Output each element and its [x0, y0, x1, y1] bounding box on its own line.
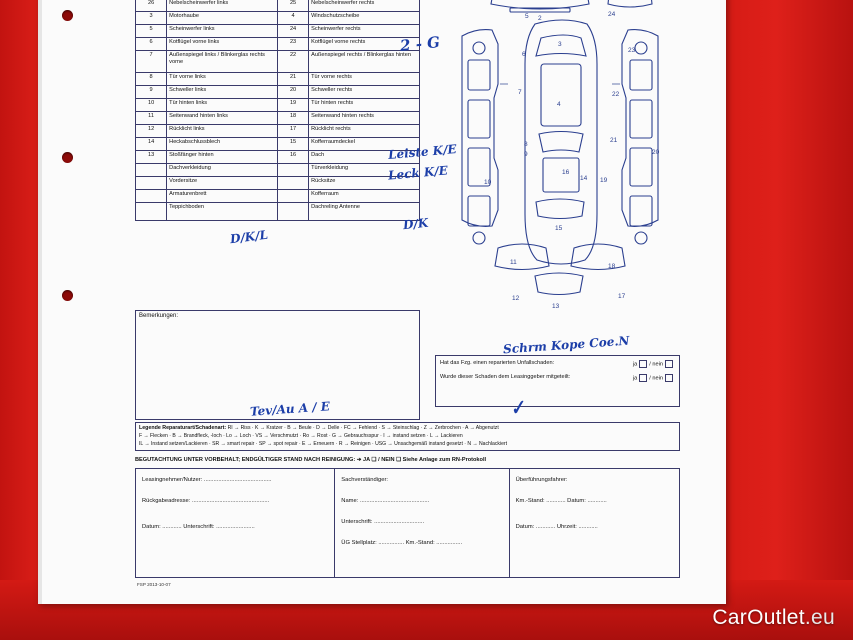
- handwriting-dk-right: D/K: [402, 215, 429, 233]
- signature-section: [135, 468, 680, 578]
- form-footnote: FSP 2013-10-07: [137, 582, 171, 587]
- code-num: [277, 164, 308, 177]
- questions-box: [435, 355, 680, 407]
- code-num: 5: [136, 25, 167, 38]
- table-row: [136, 125, 420, 138]
- legend-line-2: F → Flecken · B → Brandfleck, -loch · Lo → Loch · VS → Verschmutzt · Ro → Rost · G → Gebrauchsspur · I → instand setzen · L → Lackieren: [139, 432, 463, 439]
- diagram-number: 23: [628, 47, 636, 54]
- question-row-lessor-informed: [440, 374, 675, 382]
- code-label: Tür vorne links: [167, 73, 278, 86]
- code-num: 26: [136, 0, 167, 12]
- handwriting-dk-left: D/K/L: [229, 227, 269, 247]
- code-label: Teppichboden: [167, 203, 278, 221]
- diagram-number: 22: [612, 91, 620, 98]
- diagram-number: 19: [600, 177, 608, 184]
- field-unterschrift-expert[interactable]: Unterschrift: ...............................: [341, 519, 425, 525]
- code-num: [136, 203, 167, 221]
- legend-line-3: IL → Instand setzen/Lackieren · SR → smart repair · SP → spot repair · E → Erneuern · R → Reinigen · USG → Unsachgemäß instand gesetzt · N → Nachlackiert: [139, 440, 508, 447]
- remarks-label: Bemerkungen:: [139, 313, 179, 319]
- question-lessor-informed-label: Wurde dieser Schaden dem Leasinggeber mitgeteilt:: [440, 374, 571, 380]
- vehicle-damage-diagram: [440, 0, 680, 310]
- table-row: [136, 38, 420, 51]
- field-ug-stellplatz[interactable]: ÜG Stellplatz: ................ Km.-Stand: ................: [341, 540, 463, 546]
- code-label: Rücklicht links: [167, 125, 278, 138]
- paper-edge: [38, 0, 42, 604]
- question-row-repaired-damage: [440, 360, 675, 368]
- checkbox-ja[interactable]: [639, 360, 647, 368]
- code-num: [277, 203, 308, 221]
- code-num: 22: [277, 51, 308, 73]
- diagram-number: 17: [618, 293, 626, 300]
- code-num: 12: [136, 125, 167, 138]
- diagram-number: 8: [524, 141, 528, 148]
- question-lessor-informed-options[interactable]: [633, 374, 675, 382]
- table-row: [136, 138, 420, 151]
- diagram-number: 7: [518, 89, 522, 96]
- code-label: Kofferraum: [309, 190, 420, 203]
- code-label: Dach: [309, 151, 420, 164]
- table-row: [136, 99, 420, 112]
- table-row: [136, 0, 420, 12]
- diagram-number: 18: [608, 263, 616, 270]
- signature-column-lessee: [136, 469, 335, 577]
- legend-line-1: RI → Riss · K → Kratzer · B → Beule · D → Delle · FC → Fehlend · S → Steinschlag · Z → Zerbrochen · A → Abgenutzt: [227, 425, 499, 431]
- code-label: Motorhaube: [167, 12, 278, 25]
- car-outline-svg: [440, 0, 680, 311]
- vehicle-return-protocol-document: [95, 0, 680, 600]
- code-num: 11: [136, 112, 167, 125]
- diagram-number: 12: [512, 295, 520, 302]
- code-num: 25: [277, 0, 308, 12]
- punch-hole: [62, 152, 73, 163]
- code-label: Tür hinten links: [167, 99, 278, 112]
- damage-code-table: [135, 0, 420, 221]
- diagram-number: 16: [562, 169, 570, 176]
- diagram-number: 3: [558, 41, 562, 48]
- field-name-expert[interactable]: Name: ...........................................: [341, 498, 430, 504]
- code-label: Türverkleidung: [309, 164, 420, 177]
- table-row: [136, 86, 420, 99]
- option-ja: ja: [632, 361, 638, 368]
- punch-hole: [62, 290, 73, 301]
- code-label: Tür hinten rechts: [309, 99, 420, 112]
- code-label: Kotflügel vorne rechts: [309, 38, 420, 51]
- code-label: Scheinwerfer rechts: [309, 25, 420, 38]
- code-num: 19: [277, 99, 308, 112]
- code-label: Kotflügel vorne links: [167, 38, 278, 51]
- option-nein: nein: [652, 375, 663, 382]
- code-label: Seitenwand hinten rechts: [309, 112, 420, 125]
- option-separator: /: [649, 361, 651, 368]
- code-label: Armaturenbrett: [167, 190, 278, 203]
- legend-title: Legende Reparaturart/Schadenart:: [139, 425, 227, 431]
- table-row: [136, 151, 420, 164]
- code-num: 7: [136, 51, 167, 73]
- table-row: [136, 112, 420, 125]
- field-rueckgabeadresse[interactable]: Rückgabeadresse: ................................................: [142, 498, 270, 504]
- binder-background-right: [713, 0, 853, 640]
- handwriting-check-mark: ✓: [507, 396, 528, 421]
- code-label: Vordersitze: [167, 177, 278, 190]
- code-num: 24: [277, 25, 308, 38]
- field-datum-uhrzeit[interactable]: Datum: ............ Uhrzeit: ............: [515, 524, 598, 530]
- label-ueberfuehrungsfahrer: Überführungsfahrer:: [515, 477, 568, 483]
- remarks-box[interactable]: [135, 310, 420, 420]
- table-row: [136, 51, 420, 73]
- diagram-number: 2: [538, 15, 542, 22]
- table-row: [136, 73, 420, 86]
- code-label: Seitenwand hinten links: [167, 112, 278, 125]
- field-leasingnehmer[interactable]: Leasingnehmer/Nutzer: ..........................................: [142, 477, 272, 483]
- code-label: Scheinwerfer links: [167, 25, 278, 38]
- watermark: [712, 606, 835, 630]
- table-row: [136, 203, 420, 221]
- code-num: [136, 164, 167, 177]
- table-row: [136, 164, 420, 177]
- code-num: 8: [136, 73, 167, 86]
- diagram-number: 14: [580, 175, 588, 182]
- code-num: 9: [136, 86, 167, 99]
- diagram-number: 21: [610, 137, 618, 144]
- option-ja: ja: [632, 375, 638, 382]
- diagram-number: 6: [522, 51, 526, 58]
- question-repaired-damage-options[interactable]: [633, 360, 675, 368]
- checkbox-nein[interactable]: [665, 374, 673, 382]
- diagram-number: 24: [608, 11, 616, 18]
- code-num: 10: [136, 99, 167, 112]
- code-label: Windschutzscheibe: [309, 12, 420, 25]
- diagram-number: 15: [555, 225, 563, 232]
- checkbox-nein[interactable]: [665, 360, 673, 368]
- signature-column-expert: [335, 469, 509, 577]
- code-label: Nebelscheinwerfer rechts: [309, 0, 420, 12]
- code-label: Rücklicht rechts: [309, 125, 420, 138]
- code-num: 23: [277, 38, 308, 51]
- handwriting-mid-2: Leck K/E: [387, 163, 449, 183]
- handwriting-remark-lower: Tev/Au A / E: [249, 399, 331, 419]
- code-label: Schweller links: [167, 86, 278, 99]
- code-num: [136, 177, 167, 190]
- table-row: [136, 177, 420, 190]
- signature-column-transfer-driver: [510, 469, 679, 577]
- code-num: [136, 190, 167, 203]
- field-km-stand-datum[interactable]: Km.-Stand: ............ Datum: ............: [515, 498, 607, 504]
- handwriting-remark-center: Schrm Kope Coe.N: [502, 333, 630, 357]
- watermark-tld: .eu: [804, 606, 835, 629]
- label-sachverstaendiger: Sachverständiger:: [341, 477, 388, 483]
- begutachtung-notice: BEGUTACHTUNG UNTER VORBEHALT; ENDGÜLTIGER STAND NACH REINIGUNG: ➔ JA ❑ / NEIN ❑ Siehe Anlage zum RN-Protokoll: [135, 457, 487, 463]
- code-label: Kofferraumdeckel: [309, 138, 420, 151]
- code-label: Rücksitze: [309, 177, 420, 190]
- diagram-number: 5: [525, 13, 529, 20]
- code-num: 17: [277, 125, 308, 138]
- code-num: 13: [136, 151, 167, 164]
- code-label: Außenspiegel rechts / Blinkerglas hinten: [309, 51, 420, 73]
- code-num: 3: [136, 12, 167, 25]
- checkbox-ja[interactable]: [639, 374, 647, 382]
- diagram-number: 10: [484, 179, 492, 186]
- code-num: 18: [277, 112, 308, 125]
- code-label: Tür vorne rechts: [309, 73, 420, 86]
- punch-hole: [62, 10, 73, 21]
- diagram-number: 4: [557, 101, 561, 108]
- code-label: Nebelscheinwerfer links: [167, 0, 278, 12]
- option-separator: /: [649, 375, 651, 382]
- code-label: Heckabschlussblech: [167, 138, 278, 151]
- table-row: [136, 190, 420, 203]
- diagram-number: 20: [652, 149, 660, 156]
- code-num: [277, 177, 308, 190]
- handwriting-top-right: 2 - G: [399, 32, 441, 56]
- code-num: 21: [277, 73, 308, 86]
- code-num: 20: [277, 86, 308, 99]
- table-row: [136, 12, 420, 25]
- legend-box: [135, 422, 680, 451]
- code-label: Dachverkleidung: [167, 164, 278, 177]
- code-label: Stoßfänger hinten: [167, 151, 278, 164]
- diagram-number: 9: [524, 151, 528, 158]
- code-num: 16: [277, 151, 308, 164]
- field-datum-unterschrift-lessee[interactable]: Datum: ............ Unterschrift: ........................: [142, 524, 255, 530]
- watermark-brand: CarOutlet: [712, 606, 805, 629]
- code-num: 4: [277, 12, 308, 25]
- code-label: Dachreling Antenne: [309, 203, 420, 221]
- handwriting-mid-1: Leiste K/E: [387, 142, 458, 162]
- code-num: 15: [277, 138, 308, 151]
- question-repaired-damage-label: Hat das Fzg. einen reparierten Unfallschaden:: [440, 360, 555, 366]
- diagram-number: 13: [552, 303, 560, 310]
- option-nein: nein: [652, 361, 663, 368]
- code-num: [277, 190, 308, 203]
- code-num: 14: [136, 138, 167, 151]
- code-label: Schweller rechts: [309, 86, 420, 99]
- diagram-number: 11: [510, 259, 517, 266]
- code-label: Außenspiegel links / Blinkerglas rechts vorne: [167, 51, 278, 73]
- table-row: [136, 25, 420, 38]
- code-num: 6: [136, 38, 167, 51]
